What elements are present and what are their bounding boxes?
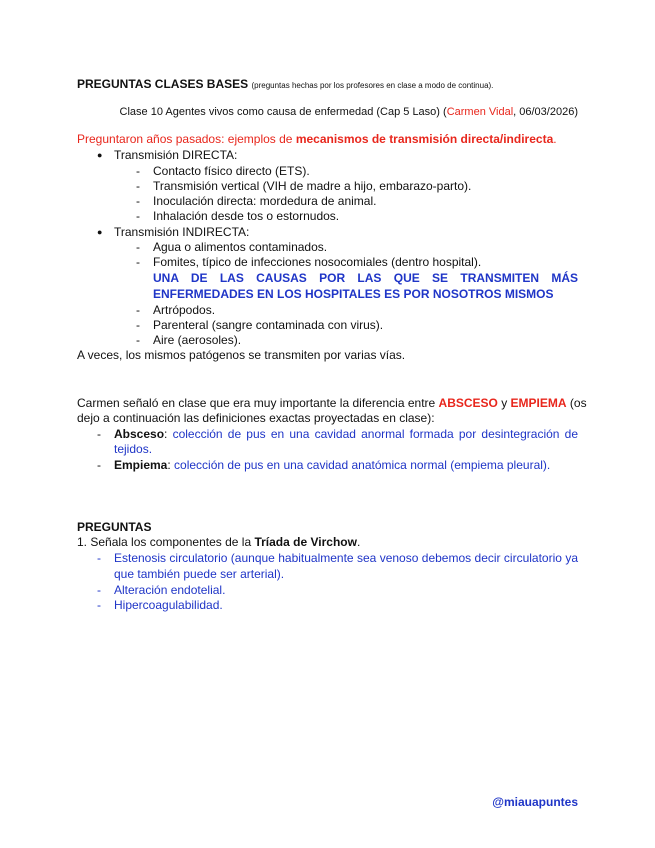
answer-2: Alteración endotelial.: [114, 583, 226, 597]
section1-intro-end: .: [553, 132, 557, 146]
indirecta-item: Agua o alimentos contaminados.: [153, 240, 328, 254]
absceso-colon: :: [164, 427, 173, 441]
section1-intro-highlight: mecanismos de transmisión directa/indirecta: [295, 132, 554, 146]
absceso-term: Absceso: [114, 427, 165, 441]
indirecta-item: Parenteral (sangre contaminada con virus).: [153, 318, 384, 332]
dash-icon: -: [136, 240, 140, 254]
dash-icon: -: [136, 333, 140, 347]
section2-intro-line1: [77, 396, 587, 411]
absceso-definition: colección de pus en una cavidad anormal formada por desintegración de: [172, 427, 578, 441]
dash-icon: -: [136, 255, 140, 269]
dash-icon: -: [97, 458, 101, 472]
directa-heading: Transmisión DIRECTA:: [114, 148, 238, 162]
directa-item: Inoculación directa: mordedura de animal.: [153, 194, 377, 208]
definition-empiema: [114, 458, 550, 473]
dash-icon: -: [136, 303, 140, 317]
indirecta-item: Fomites, típico de infecciones nosocomiales (dentro hospital).: [153, 255, 482, 269]
dash-icon: -: [97, 551, 101, 565]
questions-heading: PREGUNTAS: [77, 520, 152, 534]
watermark-handle: @miauapuntes: [492, 795, 578, 809]
question-1-end: .: [356, 535, 361, 549]
class-info: [120, 105, 578, 119]
dash-icon: -: [97, 598, 101, 612]
empiema-colon: :: [167, 458, 175, 472]
dash-icon: -: [136, 164, 140, 178]
section2-intro-conj: y: [497, 396, 511, 410]
empiema-term: Empiema: [114, 458, 168, 472]
note-line-2: ENFERMEDADES EN LOS HOSPITALES ES POR NOSOTROS MISMOS: [153, 287, 554, 301]
indirecta-item: Artrópodos.: [153, 303, 216, 317]
document-header: [77, 77, 493, 93]
header-note: (preguntas hechas por los profesores en clase a modo de continua).: [251, 81, 494, 90]
note-line: [153, 271, 578, 286]
answer-3: Hipercoagulabilidad.: [114, 598, 223, 612]
section1-footer: A veces, los mismos patógenos se transmiten por varias vías.: [77, 348, 406, 362]
section2-intro-end: (os: [566, 396, 587, 410]
section1-intro-text: Preguntaron años pasados: ejemplos de: [77, 132, 296, 146]
bullet-icon: ●: [97, 150, 103, 160]
header-title: PREGUNTAS CLASES BASES: [77, 77, 249, 91]
definition-absceso-line1: [114, 427, 578, 442]
section1-intro: [77, 132, 557, 147]
professor-name: Carmen Vidal: [446, 106, 514, 118]
dash-icon: -: [97, 583, 101, 597]
answer-1: [114, 551, 578, 566]
dash-icon: -: [136, 318, 140, 332]
answer-1-line2: que también puede ser arterial).: [114, 567, 285, 581]
note-line-1: UNA DE LAS CAUSAS POR LAS QUE SE TRANSMITEN MÁS: [153, 271, 578, 285]
section2-intro-line2: dejo a continuación las definiciones exactas proyectadas en clase):: [77, 411, 435, 425]
answer-1-line1: Estenosis circulatorio (aunque habitualmente sea venoso debemos decir circulatorio ya: [114, 551, 578, 565]
directa-item: Contacto físico directo (ETS).: [153, 164, 310, 178]
dash-icon: -: [136, 194, 140, 208]
question-1: [77, 535, 360, 550]
question-1-bold: Tríada de Virchow: [254, 535, 357, 549]
section2-intro-line1-content: [77, 396, 587, 411]
dash-icon: -: [136, 179, 140, 193]
absceso-definition-line2: tejidos.: [114, 442, 153, 456]
section2-intro-text: Carmen señaló en clase que era muy importante la diferencia entre: [77, 396, 439, 410]
term-absceso: ABSCESO: [438, 396, 498, 410]
indirecta-item: Aire (aerosoles).: [153, 333, 242, 347]
directa-item: Inhalación desde tos o estornudos.: [153, 209, 340, 223]
question-1-text: 1. Señala los componentes de la: [77, 535, 255, 549]
empiema-definition: colección de pus en una cavidad anatómica normal (empiema pleural).: [174, 458, 551, 472]
definition-absceso: [114, 427, 578, 442]
indirecta-heading: Transmisión INDIRECTA:: [114, 225, 250, 239]
class-date: , 06/03/2026): [513, 106, 578, 118]
term-empiema: EMPIEMA: [510, 396, 567, 410]
dash-icon: -: [136, 209, 140, 223]
bullet-icon: ●: [97, 227, 103, 237]
dash-icon: -: [97, 427, 101, 441]
class-info-open-paren: (: [443, 106, 447, 118]
directa-item: Transmisión vertical (VIH de madre a hijo, embarazo-parto).: [153, 179, 472, 193]
class-info-text: Clase 10 Agentes vivos como causa de enfermedad (Cap 5 Laso): [119, 106, 440, 118]
